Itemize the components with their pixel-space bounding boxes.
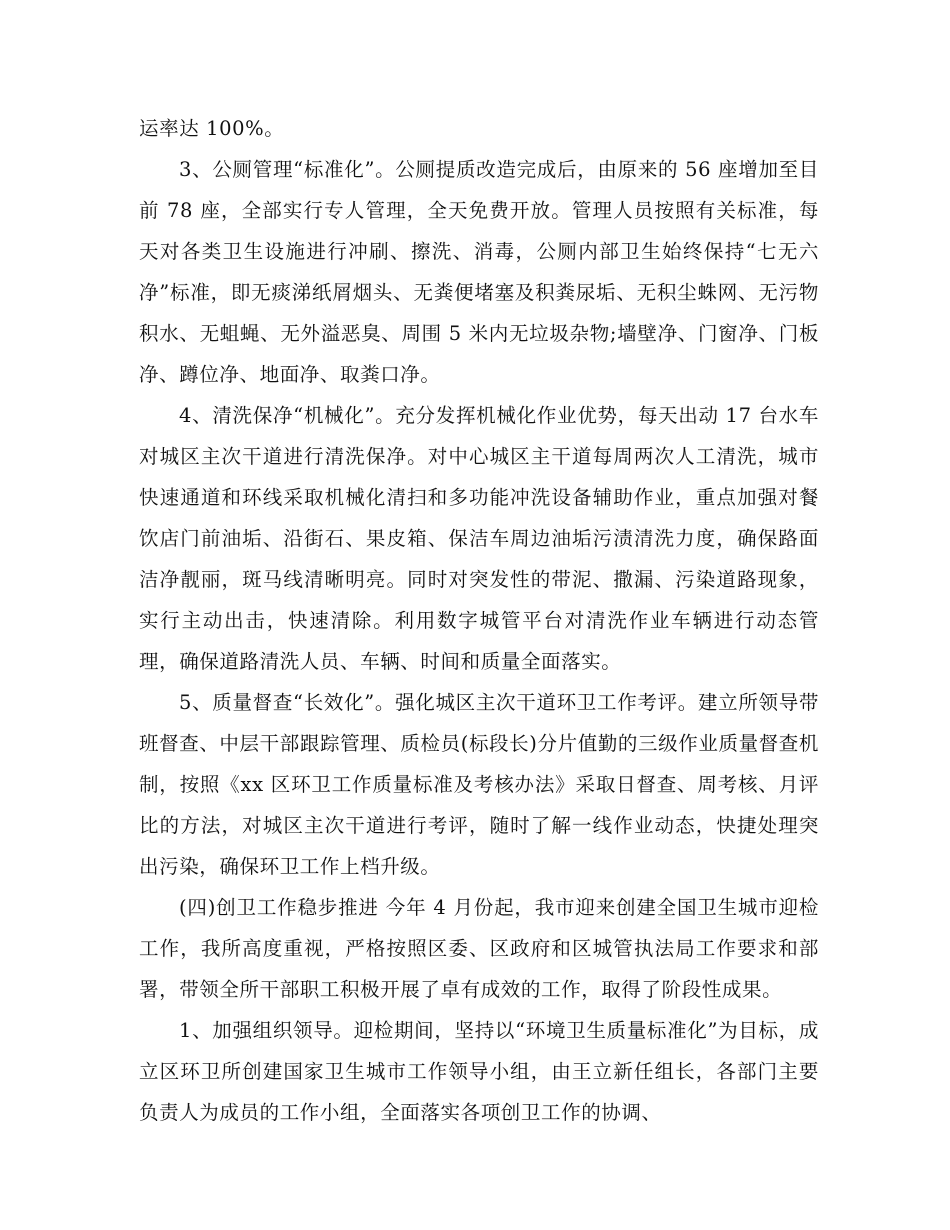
paragraph-quality-inspection: 5、质量督查“长效化”。强化城区主次干道环卫工作考评。建立所领导带班督查、中层干部跟踪管理、质检员(标段长)分片值勤的三级作业质量督查机制，按照《xx 区环卫工作质量标准及考核办法》采取日督查、周考核、月评比的方法，对城区主次干道进行考评，随时了解一线作业动态，快捷处理突出污染，确保环卫工作上档升级。 <box>139 691 819 878</box>
paragraph-organizational-leadership: 1、加强组织领导。迎检期间，坚持以“环境卫生质量标准化”为目标，成立区环卫所创建国家卫生城市工作领导小组，由王立新任组长，各部门主要负责人为成员的工作小组，全面落实各项创卫工作的协调、 <box>139 1019 819 1124</box>
paragraph-continuation: 运率达 100%。 <box>139 117 285 140</box>
paragraph-sanitation-campaign: (四)创卫工作稳步推进 今年 4 月份起，我市迎来创建全国卫生城市迎检工作，我所高度重视，严格按照区委、区政府和区城管执法局工作要求和部署，带领全所干部职工积极开展了卓有成效的工作，取得了阶段性成果。 <box>139 896 819 1001</box>
paragraph-toilet-management: 3、公厕管理“标准化”。公厕提质改造完成后，由原来的 56 座增加至目前 78 座，全部实行专人管理，全天免费开放。管理人员按照有关标准，每天对各类卫生设施进行冲刷、擦洗、消毒，公厕内部卫生始终保持“七无六净”标准，即无痰涕纸屑烟头、无粪便堵塞及积粪尿垢、无积尘蛛网、无污物积水、无蛆蝇、无外溢恶臭、周围 5 米内无垃圾杂物;墙壁净、门窗净、门板净、蹲位净、地面净、取粪口净。 <box>139 158 819 386</box>
document-body <box>139 108 819 1133</box>
paragraph-cleaning-mechanization: 4、清洗保净“机械化”。充分发挥机械化作业优势，每天出动 17 台水车对城区主次干道进行清洗保净。对中心城区主干道每周两次人工清洗，城市快速通道和环线采取机械化清扫和多功能冲洗设备辅助作业，重点加强对餐饮店门前油垢、沿街石、果皮箱、保洁车周边油垢污渍清洗力度，确保路面洁净靓丽，斑马线清晰明亮。同时对突发性的带泥、撒漏、污染道路现象，实行主动出击，快速清除。利用数字城管平台对清洗作业车辆进行动态管理，确保道路清洗人员、车辆、时间和质量全面落实。 <box>139 404 819 673</box>
